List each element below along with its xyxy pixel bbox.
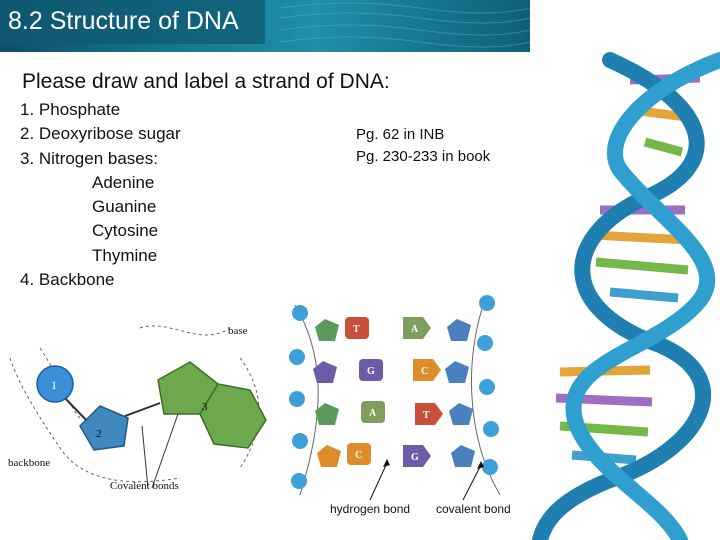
list-item: Cytosine [92, 221, 159, 241]
reference-book: Pg. 230-233 in book [356, 148, 491, 165]
reference-inb: Pg. 62 in INB [356, 126, 445, 143]
label-1: 1 [51, 378, 57, 392]
list-item: 3. Nitrogen bases: [20, 148, 158, 168]
list-item: 2. Deoxyribose sugar [20, 124, 181, 144]
pair-2-right: C [421, 366, 429, 377]
label-covalent-bonds: Covalent bonds [110, 480, 179, 492]
list-item: 1. Phosphate [20, 100, 121, 119]
base-pairs [345, 317, 443, 467]
pair-3-right: T [423, 410, 430, 421]
list-item: 4. Backbone [20, 270, 115, 290]
pair-3-left: A [369, 408, 377, 419]
label-base: base [228, 325, 248, 337]
sugar-pentagon [80, 406, 128, 450]
instruction-text: Please draw and label a strand of DNA: [22, 70, 390, 93]
pair-2-left: G [367, 366, 375, 377]
pair-4-left: C [355, 450, 363, 461]
label-2: 2 [96, 428, 102, 440]
phosphates-left [289, 305, 308, 489]
covalent-bond-caption: covalent bond [436, 502, 511, 516]
slide-title: 8.2 Structure of DNA [8, 7, 239, 35]
hydrogen-bond-caption: hydrogen bond [330, 502, 411, 516]
sugars [313, 319, 475, 467]
list-item: Adenine [92, 172, 155, 192]
list-item: Guanine [92, 197, 157, 217]
base-pair-diagram [285, 295, 525, 505]
list-item: Thymine [92, 245, 158, 265]
nucleotide-diagram [0, 318, 280, 508]
pair-4-right: G [411, 452, 419, 463]
pair-1-right: A [411, 324, 419, 335]
label-3: 3 [202, 401, 208, 413]
pair-1-left: T [353, 324, 360, 335]
label-backbone: backbone [8, 457, 51, 469]
covalent-bond-arrow [463, 465, 481, 500]
hydrogen-bond-arrow [370, 463, 387, 500]
